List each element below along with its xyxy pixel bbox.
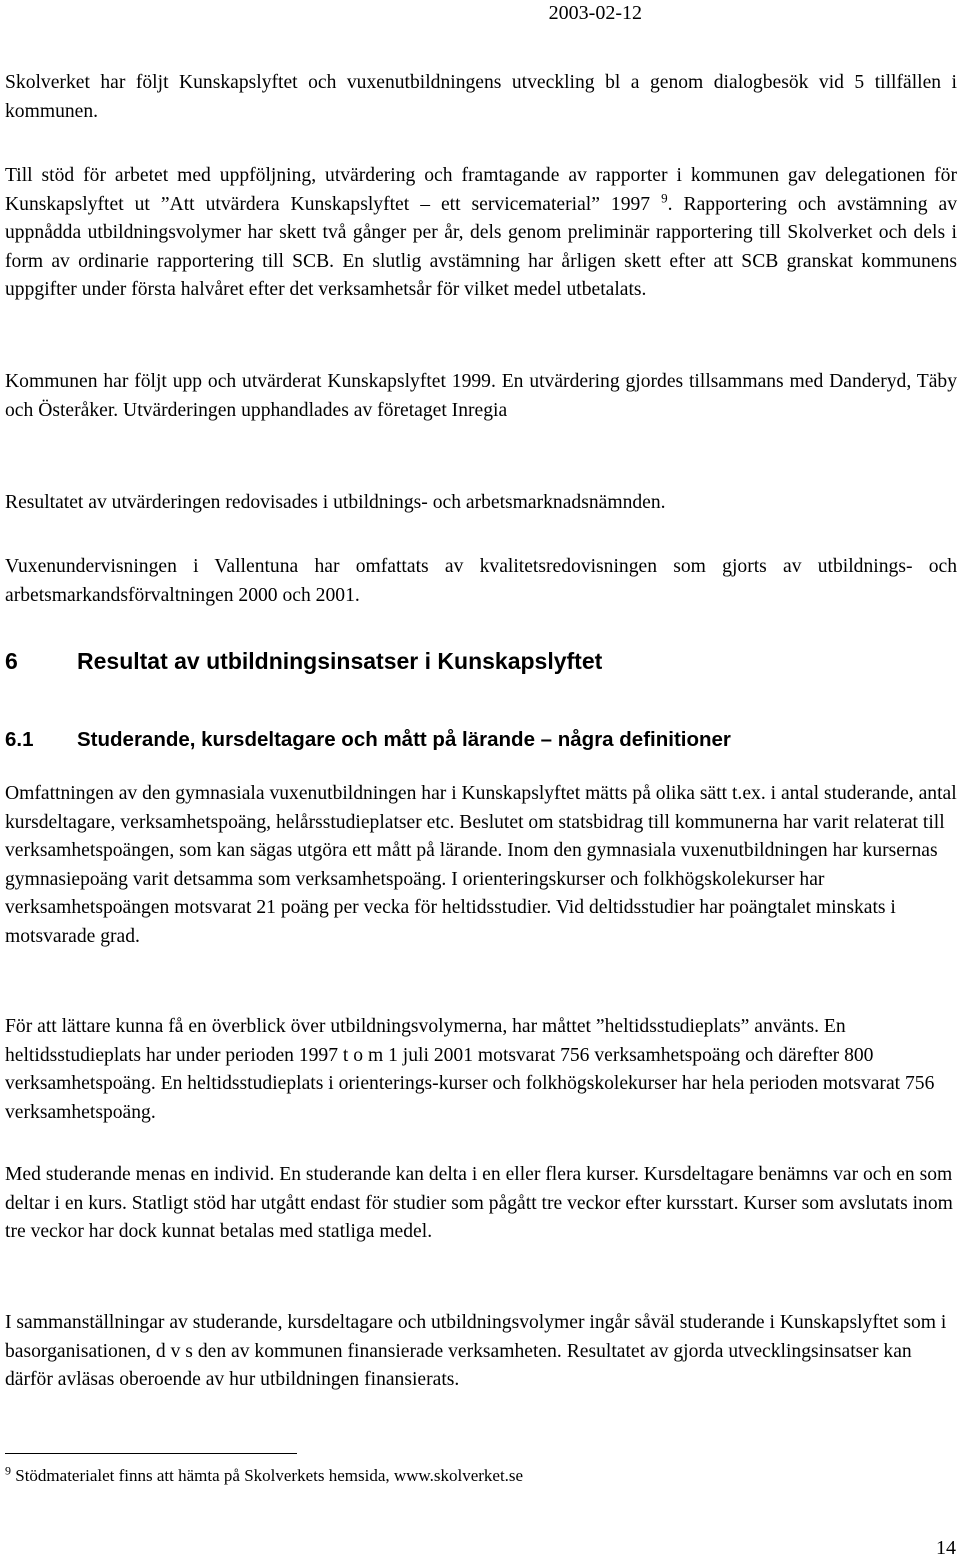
- section-title: Studerande, kursdeltagare och mått på lärande – några definitioner: [77, 728, 731, 751]
- footnote: [5, 1464, 523, 1488]
- paragraph-omfattningen: Omfattningen av den gymnasiala vuxenutbildningen har i Kunskapslyftet mätts på olika sätt t.ex. i antal studerande, antal kursdeltagare, verksamhetspoäng, helårsstudieplatser etc. Beslutet om statsbidrag till kommunerna har varit relaterat till verksamhetspoängen, som kan sägas utgöra ett mått på lärande. Inom den gymnasiala vuxenutbildningen har kursernas gymnasiepoäng varit detsamma som verksamhetspoäng. I orienteringskurser och folkhögskolekurser har verksamhetspoängen motsvarat 21 poäng per vecka för heltidsstudier. Vid deltidsstudier har poängtalet minskats i motsvarade grad.: [5, 783, 957, 947]
- paragraph-kvalitetsredovisning: Vuxenundervisningen i Vallentuna har omfattats av kvalitetsredovisningen som gjorts av utbildnings- och arbetsmarkandsförvaltningen 2000 och 2001.: [5, 556, 957, 606]
- section-heading-6-1: [5, 726, 731, 754]
- paragraph-sammanstallningar: I sammanställningar av studerande, kursdeltagare och utbildningsvolymer ingår såväl studerande i Kunskapslyftet som i basorganisationen, d v s den av kommunen finansierade verksamheten. Resultatet av gjorda utvecklingsinsatser kan därför avläsas oberoende av hur utbildningen finansierats.: [5, 1312, 947, 1390]
- paragraph-dialogbesok: Skolverket har följt Kunskapslyftet och vuxenutbildningens utveckling bl a genom dialogbesök vid 5 tillfällen i kommunen.: [5, 72, 957, 122]
- section-number: 6: [5, 648, 18, 674]
- section-title: Resultat av utbildningsinsatser i Kunskapslyftet: [77, 648, 603, 674]
- footnote-text: Stödmaterialet finns att hämta på Skolverkets hemsida, www.skolverket.se: [15, 1466, 524, 1485]
- paragraph-text: . Rapportering och avstämning av uppnådda utbildningsvolymer har skett två gånger per år, dels genom preliminär rapportering till Skolverket och dels i form av ordinarie rapportering till SCB. En slutlig avstämning har årligen skett efter att SCB granskat kommunens uppgifter under första halvåret efter det verksamhetsår för vilket medel utbetalats.: [5, 193, 957, 300]
- paragraph-heltidsstudieplats: För att lättare kunna få en överblick över utbildningsvolymerna, har måttet ”heltidsstudieplats” använts. En heltidsstudieplats har under perioden 1997 t o m 1 juli 2001 motsvarat 756 verksamhetspoäng och därefter 800 verksamhetspoäng. En heltidsstudieplats i orienterings-kurser och folkhögskolekurser har hela perioden motsvarat 756 verksamhetspoäng.: [5, 1016, 935, 1123]
- footnote-reference: 9: [661, 189, 668, 205]
- paragraph-uppfoljning: [5, 162, 957, 305]
- section-heading-6: [5, 646, 602, 676]
- footnote-separator: [5, 1453, 297, 1454]
- paragraph-resultatet: Resultatet av utvärderingen redovisades i utbildnings- och arbetsmarknadsnämnden.: [5, 492, 666, 513]
- footnote-number: 9: [5, 1463, 11, 1478]
- header-date: 2003-02-12: [548, 2, 642, 24]
- paragraph-utvardering: Kommunen har följt upp och utvärderat Kunskapslyftet 1999. En utvärdering gjordes tillsammans med Danderyd, Täby och Österåker. Utvärderingen upphandlades av företaget Inregia: [5, 371, 957, 421]
- page-number: 14: [936, 1537, 956, 1559]
- section-number: 6.1: [5, 728, 34, 751]
- paragraph-studerande: Med studerande menas en individ. En studerande kan delta i en eller flera kurser. Kursdeltagare benämns var och en som deltar i en kurs. Statligt stöd har utgått endast för studier som pågått tre veckor efter kursstart. Kurser som avslutats inom tre veckor har dock kunnat betalas med statliga medel.: [5, 1164, 953, 1242]
- paragraph-text: Till stöd för arbetet med uppföljning, utvärdering och framtagande av rapporter i kommunen gav delegationen för Kunskapslyftet ut ”Att utvärdera Kunskapslyftet – ett servicematerial” 1997: [5, 165, 957, 215]
